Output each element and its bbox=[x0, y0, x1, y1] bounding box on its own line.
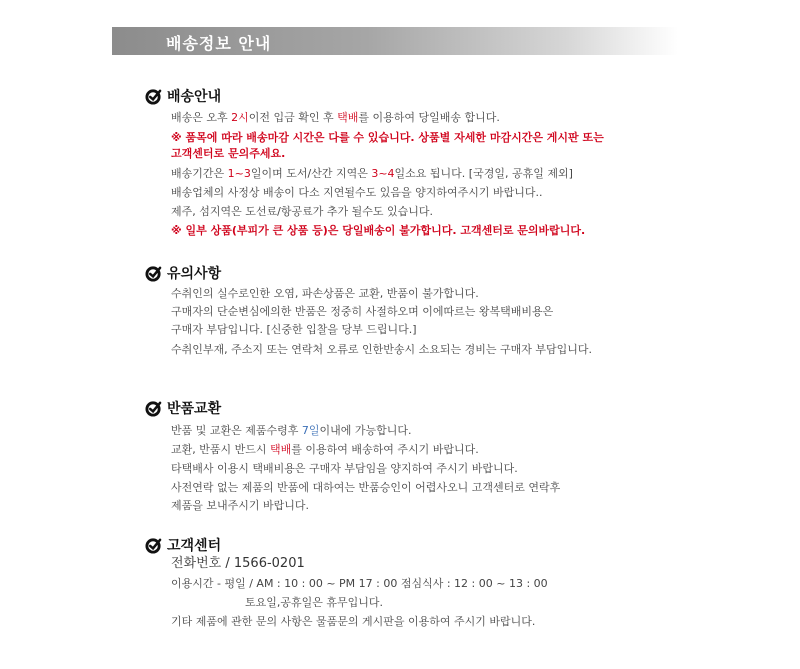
notice-line-3: 구매자 부담입니다. [신중한 입찰을 당부 드립니다.] bbox=[171, 323, 417, 336]
notice-line-4: 수취인부재, 주소지 또는 연락처 오류로 인한반송시 소요되는 경비는 구매자 부담입니다. bbox=[171, 343, 592, 356]
check-circle-icon bbox=[145, 88, 162, 105]
returns-line-2: 교환, 반품시 반드시 택배를 이용하여 배송하여 주시기 바랍니다. bbox=[171, 443, 479, 456]
support-etc: 기타 제품에 관한 문의 사항은 물품문의 게시판을 이용하여 주시기 바랍니다. bbox=[171, 615, 536, 628]
shipping-line-1: 배송은 오후 2시이전 입금 확인 후 택배를 이용하여 당일배송 합니다. bbox=[171, 111, 500, 124]
section-support-header bbox=[145, 535, 221, 555]
section-notice-header bbox=[145, 263, 221, 283]
page-title: 배송정보 안내 bbox=[166, 34, 272, 53]
returns-line-1: 반품 및 교환은 제품수령후 7일이내에 가능합니다. bbox=[171, 424, 412, 437]
shipping-line-4: 배송기간은 1~3일이며 도서/산간 지역은 3~4일소요 됩니다. [국경일, 공휴일 제외] bbox=[171, 167, 573, 180]
shipping-line-5: 배송업체의 사정상 배송이 다소 지연될수도 있음을 양지하여주시기 바랍니다.. bbox=[171, 186, 543, 199]
support-phone: 전화번호 / 1566-0201 bbox=[171, 556, 305, 571]
notice-line-1: 수취인의 실수로인한 오염, 파손상품은 교환, 반품이 불가합니다. bbox=[171, 287, 479, 300]
section-returns-header bbox=[145, 398, 221, 418]
returns-line-5: 제품을 보내주시기 바랍니다. bbox=[171, 499, 310, 512]
header-banner bbox=[112, 27, 678, 55]
returns-line-3: 타택배사 이용시 택배비용은 구매자 부담임을 양지하여 주시기 바랍니다. bbox=[171, 462, 518, 475]
section-title: 유의사항 bbox=[167, 266, 222, 282]
check-circle-icon bbox=[145, 400, 162, 417]
check-circle-icon bbox=[145, 537, 162, 554]
shipping-line-6: 제주, 섬지역은 도선료/항공료가 추가 될수도 있습니다. bbox=[171, 205, 433, 218]
returns-line-4: 사전연락 없는 제품의 반품에 대하여는 반품승인이 어렵사오니 고객센터로 연락후 bbox=[171, 481, 561, 494]
notice-line-2: 구매자의 단순변심에의한 반품은 정중히 사절하오며 이에따르는 왕복택배비용은 bbox=[171, 305, 554, 318]
shipping-warning-line: ※ 품목에 따라 배송마감 시간은 다를 수 있습니다. 상품별 자세한 마감시간은 게시판 또는 bbox=[171, 131, 604, 144]
section-shipping-header bbox=[145, 86, 221, 106]
section-title: 배송안내 bbox=[167, 89, 222, 105]
section-title: 반품교환 bbox=[167, 401, 222, 417]
shipping-warning-line-3: ※ 일부 상품(부피가 큰 상품 등)은 당일배송이 불가합니다. 고객센터로 문의바랍니다. bbox=[171, 224, 586, 237]
section-title: 고객센터 bbox=[167, 538, 222, 554]
shipping-warning-line-2: 고객센터로 문의주세요. bbox=[171, 147, 286, 160]
support-holiday: 토요일,공휴일은 휴무입니다. bbox=[245, 596, 384, 609]
check-circle-icon bbox=[145, 265, 162, 282]
support-hours: 이용시간 - 평일 / AM : 10 : 00 ~ PM 17 : 00 점심식사 : 12 : 00 ~ 13 : 00 bbox=[171, 577, 548, 590]
